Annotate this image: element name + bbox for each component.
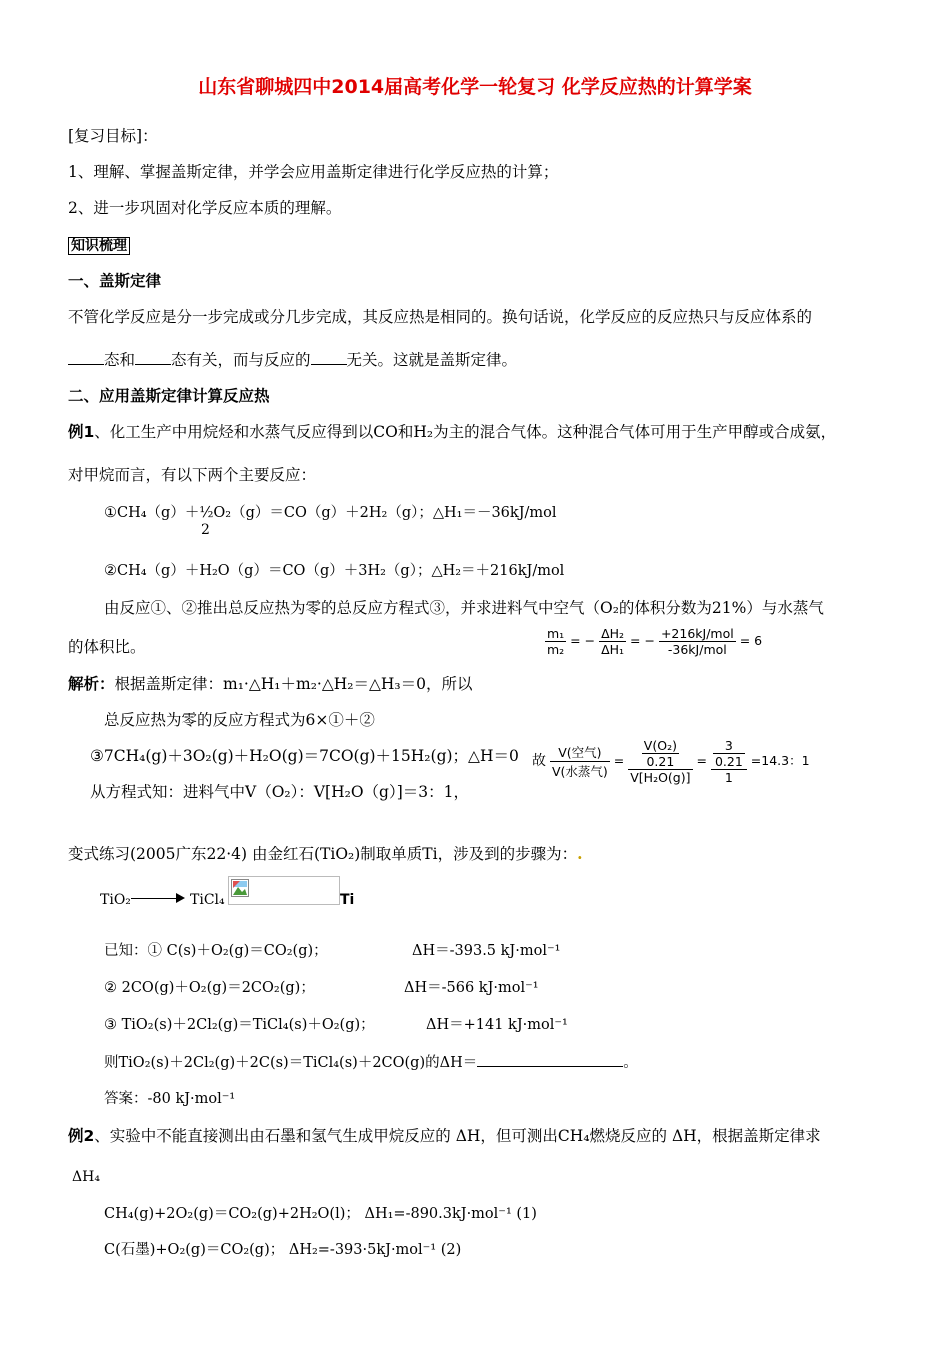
known-1: 已知：① C(s)＋O₂(g)＝CO₂(g)； bbox=[104, 943, 328, 959]
analysis-line1: 解析：根据盖斯定律：m₁·△H₁＋m₂·△H₂＝△H₃＝0，所以 bbox=[68, 675, 473, 693]
image-placeholder-icon bbox=[231, 879, 249, 897]
answer-blank[interactable] bbox=[477, 1052, 623, 1067]
example1-line3: 由反应①、②推出总反应热为零的总反应方程式③，并求进料气中空气（O₂的体积分数为21%）与水蒸气 bbox=[104, 599, 824, 617]
example2-eq1: CH₄(g)+2O₂(g)＝CO₂(g)+2H₂O(l)； ΔH₁=-890.3kJ·mol⁻¹ (1) bbox=[104, 1206, 537, 1222]
example2-eq2: C(石墨)+O₂(g)＝CO₂(g)； ΔH₂=-393·5kJ·mol⁻¹ (2) bbox=[104, 1242, 462, 1258]
example1-eq2: ②CH₄（g）＋H₂O（g）＝CO（g）＋3H₂（g）；△H₂＝＋216kJ/mol bbox=[104, 563, 565, 579]
flow-start: TiO₂ bbox=[100, 892, 131, 908]
fill-blank-2[interactable] bbox=[135, 350, 171, 365]
known-1-dh: ΔH＝-393.5 kJ·mol⁻¹ bbox=[412, 943, 561, 959]
example1-label: 例1 bbox=[68, 423, 95, 441]
known-2: ② 2CO(g)＋O₂(g)＝2CO₂(g)； bbox=[104, 980, 315, 996]
known-2-dh: ΔH＝-566 kJ·mol⁻¹ bbox=[404, 980, 539, 996]
example2-label: 例2 bbox=[68, 1127, 95, 1145]
known-3-dh: ΔH＝+141 kJ·mol⁻¹ bbox=[426, 1017, 568, 1033]
goal-item-1: 1、理解、掌握盖斯定律，并学会应用盖斯定律进行化学反应热的计算； bbox=[68, 163, 559, 181]
analysis-line2: 总反应热为零的反应方程式为6×①＋② bbox=[104, 711, 375, 729]
flow-arrow bbox=[131, 898, 179, 899]
flow-end: Ti bbox=[340, 892, 355, 908]
volume-ratio-formula: 故 V(空气) V(水蒸气) = $\frac{\frac{\text{V(O₂)}}{0.21}}{\text{V[H₂O(g)]}}$ = $\frac{\frac{3}{0.21}}{1}$ =14.3：1 bbox=[532, 738, 810, 785]
fill-blank-1[interactable] bbox=[68, 350, 104, 365]
section1-para-line1: 不管化学反应是分一步完成或分几步完成，其反应热是相同的。换句话说，化学反应的反应热只与反应体系的 bbox=[68, 308, 813, 326]
example1-line2: 对甲烷而言，有以下两个主要反应： bbox=[68, 466, 317, 484]
variant-intro: 变式练习(2005广东22·4) 由金红石(TiO₂)制取单质Ti，涉及到的步骤为：. bbox=[68, 844, 583, 863]
section2-heading: 二、应用盖斯定律计算反应热 bbox=[68, 387, 270, 405]
analysis-label: 解析： bbox=[68, 675, 115, 693]
example1-line4: 的体积比。 bbox=[68, 638, 146, 656]
section1-para-line2: 态和 态有关，而与反应的 无关。这就是盖斯定律。 bbox=[68, 350, 517, 370]
knowledge-heading: 知识梳理 bbox=[68, 237, 130, 255]
flow-arrow-head bbox=[176, 893, 185, 903]
example2-line1: 例2、实验中不能直接测出由石墨和氢气生成甲烷反应的 ΔH，但可测出CH₄燃烧反应的 ΔH，根据盖斯定律求 bbox=[68, 1127, 821, 1145]
analysis-line3: ③7CH₄(g)＋3O₂(g)＋H₂O(g)＝7CO(g)＋15H₂(g)；△H＝0 bbox=[90, 747, 519, 765]
goal-item-2: 2、进一步巩固对化学反应本质的理解。 bbox=[68, 199, 342, 217]
ratio-formula: $\frac{\text{m₁}}{\text{m₂}}$ = − $\frac{\text{ΔH₂}}{\text{ΔH₁}}$ = − +216kJ/mol -36kJ/mol = 6 bbox=[547, 626, 763, 657]
analysis-line4: 从方程式知：进料气中V（O₂）：V[H₂O（g）]＝3：1， bbox=[90, 783, 469, 801]
example1-eq1: ①CH₄（g）＋½O₂（g）＝CO（g）＋2H₂（g）；△H₁＝－36kJ/mol bbox=[104, 505, 557, 521]
variant-answer: 答案：-80 kJ·mol⁻¹ bbox=[104, 1091, 236, 1107]
fill-blank-3[interactable] bbox=[311, 350, 347, 365]
flow-mid: TiCl₄ bbox=[190, 892, 225, 908]
variant-question: 则TiO₂(s)＋2Cl₂(g)＋2C(s)＝TiCl₄(s)＋2CO(g)的ΔH＝ 。 bbox=[104, 1052, 638, 1073]
eq1-frac-den: 2 bbox=[201, 522, 210, 538]
example2-line2: ΔH₄ bbox=[72, 1169, 100, 1185]
goals-header: [复习目标]： bbox=[68, 127, 158, 145]
page-title: 山东省聊城四中2014届高考化学一轮复习 化学反应热的计算学案 bbox=[198, 76, 752, 98]
example1-line1: 例1、化工生产中用烷烃和水蒸气反应得到以CO和H₂为主的混合气体。这种混合气体可用于生产甲醇或合成氨， bbox=[68, 423, 837, 441]
known-3: ③ TiO₂(s)＋2Cl₂(g)＝TiCl₄(s)＋O₂(g)； bbox=[104, 1017, 375, 1033]
broken-image-icon bbox=[228, 876, 340, 905]
section1-heading: 一、盖斯定律 bbox=[68, 272, 162, 290]
